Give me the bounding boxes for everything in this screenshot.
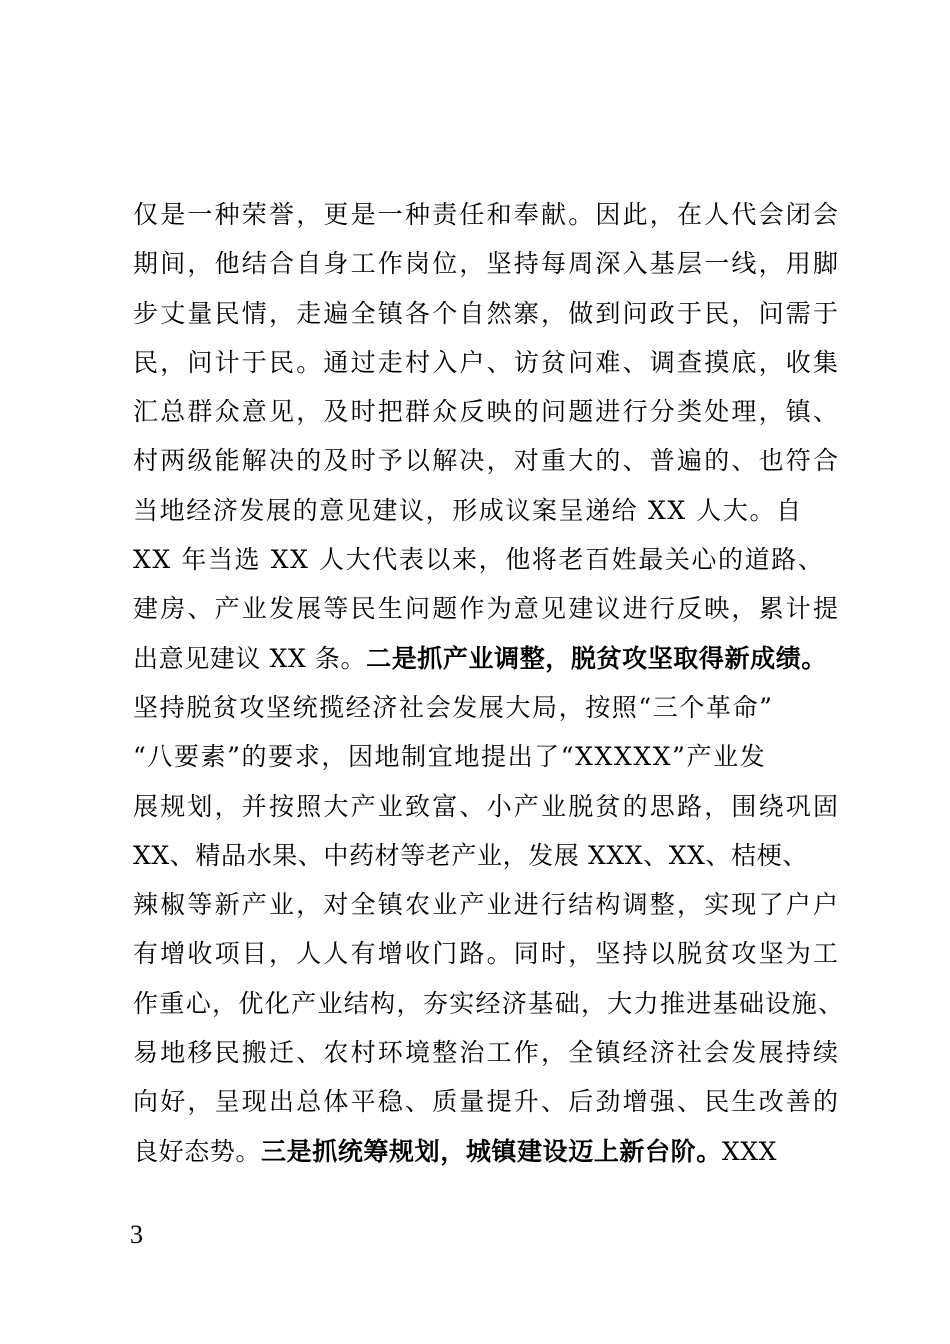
text-segment: XXX [721,1136,778,1166]
section-heading-2: 二是抓产业调整，脱贫攻坚取得新成绩。 [366,643,827,673]
text-segment: 当地经济发展的意见建议，形成议案呈递给 XX 人大。自 [133,495,803,525]
text-line [133,584,839,633]
text-line [133,1028,839,1077]
text-segment: 有增收项目，人人有增收门路。同时，坚持以脱贫攻坚为工 [133,939,841,969]
page-number: 3 [130,1220,143,1249]
text-segment: 向好，呈现出总体平稳、质量提升、后劲增强、民生改善的 [133,1087,841,1117]
text-line [133,732,839,781]
text-line [133,1127,839,1176]
text-segment: 易地移民搬迁、农村环境整治工作，全镇经济社会发展持续 [133,1038,841,1068]
text-segment: 民，问计于民。通过走村入户、访贫问难、调查摸底，收集 [133,347,841,377]
text-segment: XX 年当选 XX 人大代表以来，他将老百姓最关心的道路、 [133,545,825,575]
text-segment: 出意见建议 XX 条。 [133,643,367,673]
text-segment: 作重心，优化产业结构，夯实经济基础，大力推进基础设施、 [133,988,845,1018]
text-segment: XX、精品水果、中药材等老产业，发展 XXX、XX、桔梗、 [133,840,808,870]
text-line [133,338,839,387]
text-segment: 展规划，并按照大产业致富、小产业脱贫的思路，围绕巩固 [133,791,841,821]
text-segment: “八要素”的要求，因地制宜地提出了“XXXXX”产业发 [133,742,767,772]
text-line [133,190,839,239]
text-line [133,782,839,831]
text-line [133,634,839,683]
text-segment: 辣椒等新产业，对全镇农业产业进行结构调整，实现了户户 [133,890,841,920]
body-text [133,190,845,1176]
text-segment: 步丈量民情，走遍全镇各个自然寨，做到问政于民，问需于 [133,298,841,328]
text-segment: 期间，他结合自身工作岗位，坚持每周深入基层一线，用脚 [133,249,841,279]
text-segment: 良好态势。 [133,1136,262,1166]
section-heading-3: 三是抓统筹规划，城镇建设迈上新台阶。 [261,1136,722,1166]
text-segment: 建房、产业发展等民生问题作为意见建议进行反映，累计提 [133,594,841,624]
text-line [133,436,839,485]
text-line [133,929,839,978]
text-line [133,979,845,1028]
text-line [133,239,839,288]
text-line [133,289,839,338]
text-line [133,486,839,535]
text-line [133,535,839,584]
text-line [133,880,839,929]
text-segment: 村两级能解决的及时予以解决，对重大的、普遍的、也符合 [133,446,841,476]
text-line [133,831,839,880]
text-segment: 汇总群众意见，及时把群众反映的问题进行分类处理，镇、 [133,397,841,427]
text-line [133,387,839,436]
text-segment: 坚持脱贫攻坚统揽经济社会发展大局，按照“三个革命” [133,692,774,722]
text-line [133,683,839,732]
text-segment: 仅是一种荣誉，更是一种责任和奉献。因此，在人代会闭会 [133,200,841,229]
text-line [133,1077,839,1126]
